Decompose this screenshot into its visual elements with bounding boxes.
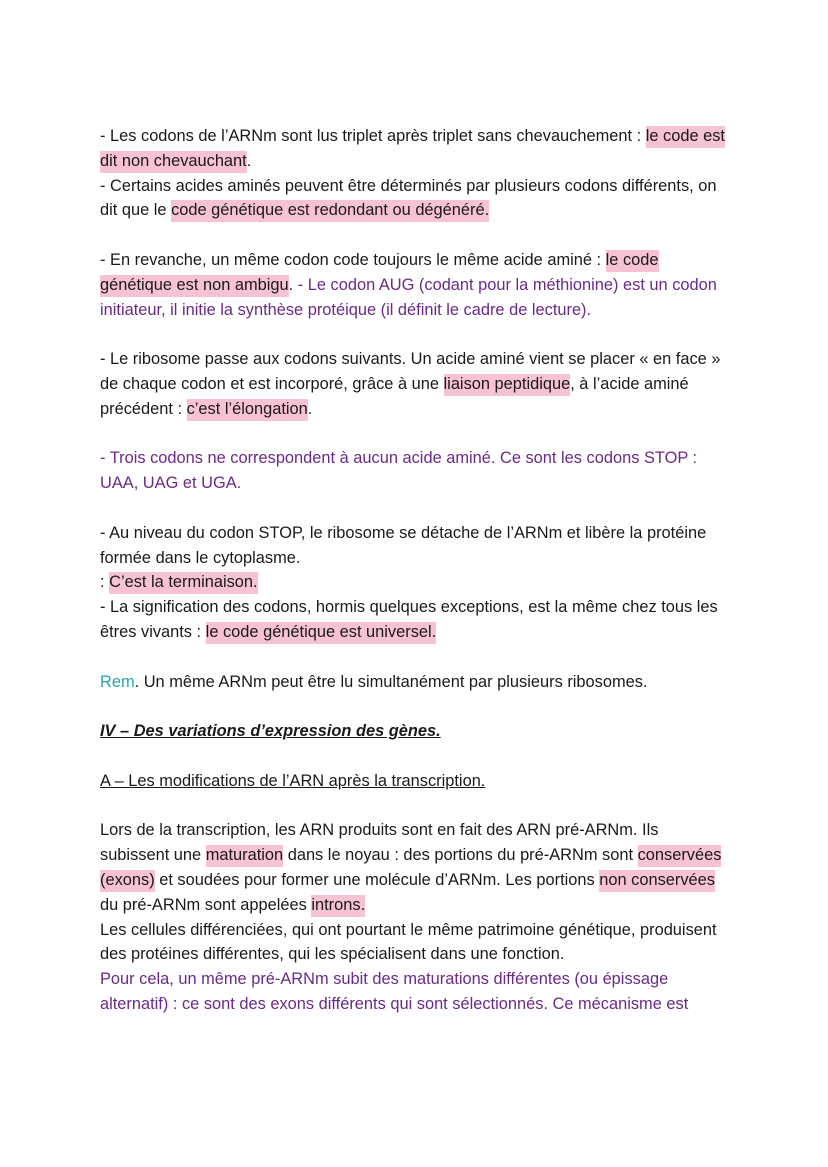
text: du pré-ARNm sont appelées xyxy=(100,895,312,914)
paragraph-redundant xyxy=(100,174,732,224)
highlight-non-conserved: non conservées xyxy=(599,870,715,892)
text: . xyxy=(288,275,298,294)
paragraph-stop-codons: - Trois codons ne correspondent à aucun acide aminé. Ce sont les codons STOP : UAA, UAG et UGA. xyxy=(100,449,698,493)
subsection-heading: A – Les modifications de l’ARN après la transcription. xyxy=(100,771,486,790)
text: dans le noyau : des portions du pré-ARNm sont xyxy=(283,846,638,865)
highlight-unambiguous: le code génétique est non ambigu xyxy=(100,250,659,297)
highlight-introns: introns. xyxy=(311,895,365,917)
remark-label: Rem xyxy=(100,672,135,691)
note-start-codon: - Le codon AUG (codant pour la méthionine) est un codon initiateur, il initie la synthèse protéique (il définit le cadre de lecture). xyxy=(100,275,717,319)
text: Les cellules différenciées, qui ont pourtant le même patrimoine génétique, produisent des protéines différentes, qui les spécialisent dans une fonction. xyxy=(100,920,717,964)
highlight-elongation: c’est l’élongation xyxy=(187,399,308,421)
document-page xyxy=(100,124,732,1017)
paragraph-maturation xyxy=(100,818,732,1016)
highlight-exons: conservées (exons) xyxy=(100,845,721,892)
text: , à l’acide aminé précédent : xyxy=(100,374,689,418)
text: - En revanche, un même codon code toujours le même acide aminé : xyxy=(100,250,606,269)
paragraph-non-overlapping xyxy=(100,124,732,174)
paragraph-remark xyxy=(100,670,732,695)
text: . xyxy=(246,151,252,170)
text: - Les codons de l’ARNm sont lus triplet après triplet sans chevauchement : xyxy=(100,127,646,145)
highlight-universal: le code génétique est universel. xyxy=(206,622,437,644)
highlight-maturation: maturation xyxy=(206,845,283,867)
section-heading: IV – Des variations d’expression des gènes. xyxy=(100,722,441,741)
paragraph-universal xyxy=(100,595,732,645)
text: - La signification des codons, hormis quelques exceptions, est la même chez tous les êtres vivants : xyxy=(100,598,718,641)
text: Lors de la transcription, les ARN produits sont en fait des ARN pré-ARNm. Ils subissent une xyxy=(100,821,659,865)
highlight-termination: C’est la terminaison. xyxy=(109,572,257,594)
highlight-redundant: code génétique est redondant ou dégénéré. xyxy=(171,200,489,222)
paragraph-unambiguous xyxy=(100,248,732,322)
note-alternative-splicing: Pour cela, un même pré-ARNm subit des maturations différentes (ou épissage alternatif) : ce sont des exons différents qui sont sélectionnés. Ce mécanisme est xyxy=(100,970,689,1013)
paragraph-elongation xyxy=(100,347,732,421)
paragraph-termination xyxy=(100,521,732,595)
highlight-peptide-bond: liaison peptidique xyxy=(444,374,571,396)
text: et soudées pour former une molécule d’ARNm. Les portions xyxy=(154,870,600,889)
text: - Le ribosome passe aux codons suivants. Un acide aminé vient se placer « en face » de chaque codon et est incorporé, grâce à une xyxy=(100,350,721,393)
text: . Un même ARNm peut être lu simultanément par plusieurs ribosomes. xyxy=(134,672,648,691)
text: . xyxy=(307,399,313,418)
text: - Au niveau du codon STOP, le ribosome se détache de l’ARNm et libère la protéine formée dans le cytoplasme. xyxy=(100,523,707,567)
highlight-non-overlapping: le code est dit non chevauchant xyxy=(100,126,725,173)
text: : xyxy=(100,573,110,592)
text: - Certains acides aminés peuvent être déterminés par plusieurs codons différents, on dit que le xyxy=(100,176,717,220)
